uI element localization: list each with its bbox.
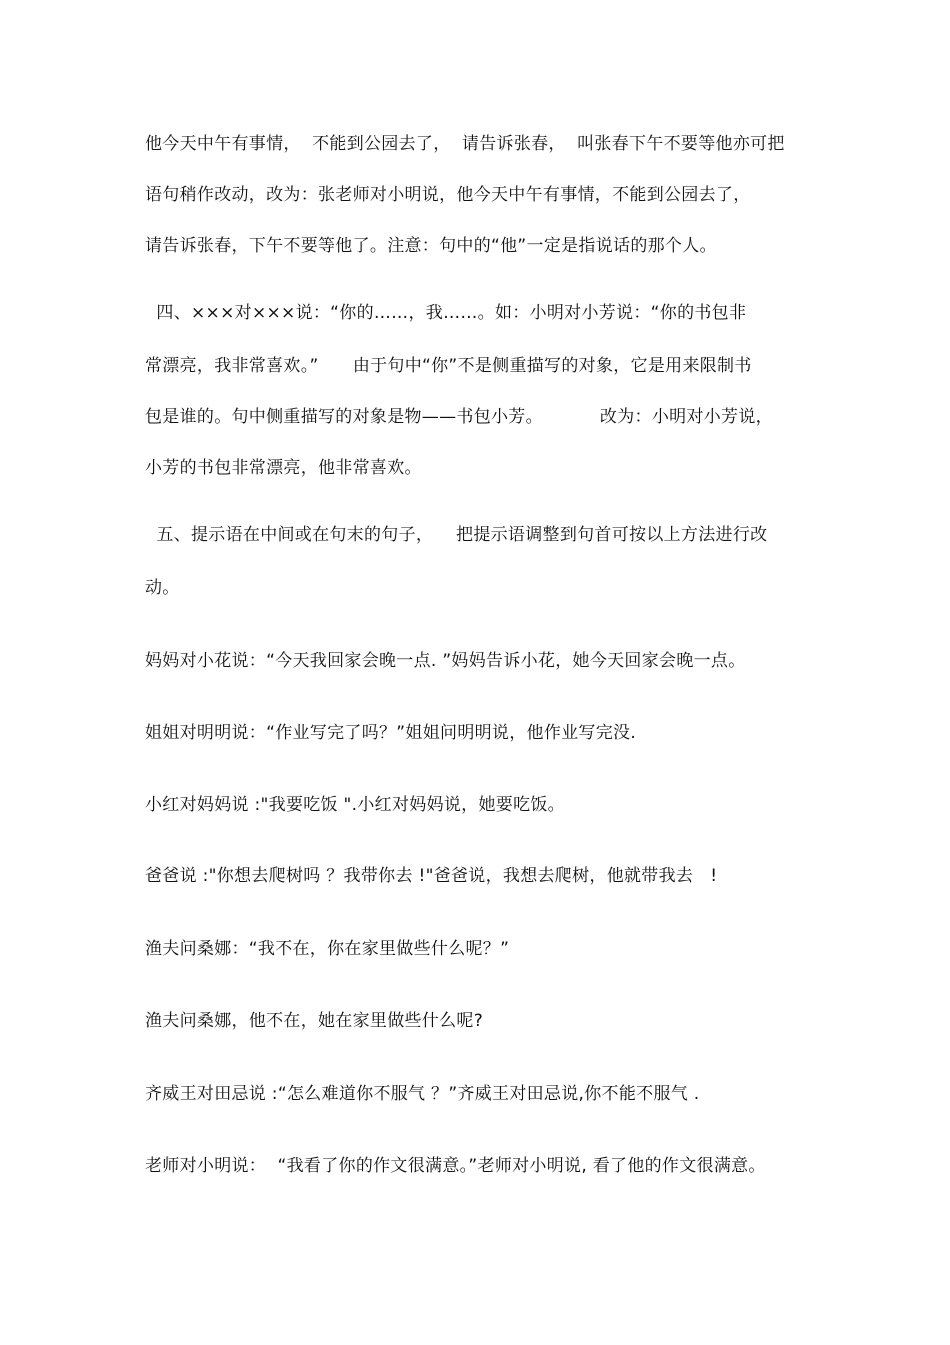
paragraph-2-line-3: 包是谁的。句中侧重描写的对象是物——书包小芳。 改为：小明对小芳说， xyxy=(145,407,773,427)
example-sentence: 渔夫问桑娜，他不在，她在家里做些什么呢? xyxy=(145,1011,484,1031)
paragraph-3-line-2: 动。 xyxy=(145,578,180,598)
paragraph-2-line-2: 常漂亮，我非常喜欢。” 由于句中“你”不是侧重描写的对象，它是用来限制书 xyxy=(145,356,752,376)
example-sentence: 爸爸说 :"你想去爬树吗 ？我带你去 !"爸爸说，我想去爬树，他就带我去 ! xyxy=(145,866,718,886)
paragraph-1-line-2: 语句稍作改动，改为：张老师对小明说，他今天中午有事情，不能到公园去了， xyxy=(145,185,751,205)
paragraph-3-line-1: 五、提示语在中间或在句末的句子， 把提示语调整到句首可按以上方法进行改 xyxy=(145,525,768,545)
example-sentence: 小红对妈妈说 :"我要吃饭 ".小红对妈妈说，她要吃饭。 xyxy=(145,795,565,815)
example-sentence: 渔夫问桑娜：“我不在，你在家里做些什么呢？” xyxy=(145,939,510,959)
example-sentence: 姐姐对明明说：“作业写完了吗？”姐姐问明明说，他作业写完没. xyxy=(145,723,637,743)
example-sentence: 齐威王对田忌说 :“怎么难道你不服气 ？”齐威王对田忌说,你不能不服气 . xyxy=(145,1084,700,1104)
paragraph-2-line-4: 小芳的书包非常漂亮，他非常喜欢。 xyxy=(145,458,422,478)
paragraph-2-line-1: 四、×××对×××说：“你的……，我……。如：小明对小芳说：“你的书包非 xyxy=(145,303,747,323)
paragraph-1-line-1: 他今天中午有事情， 不能到公园去了， 请告诉张春， 叫张春下午不要等他亦可把 xyxy=(145,134,785,154)
example-sentence: 妈妈对小花说：“今天我回家会晚一点. ”妈妈告诉小花，她今天回家会晚一点。 xyxy=(145,651,746,671)
paragraph-1-line-3: 请告诉张春，下午不要等他了。注意：句中的“他”一定是指说话的那个人。 xyxy=(145,236,717,256)
example-sentence: 老师对小明说： “我看了你的作文很满意。”老师对小明说, 看了他的作文很满意。 xyxy=(145,1156,766,1176)
